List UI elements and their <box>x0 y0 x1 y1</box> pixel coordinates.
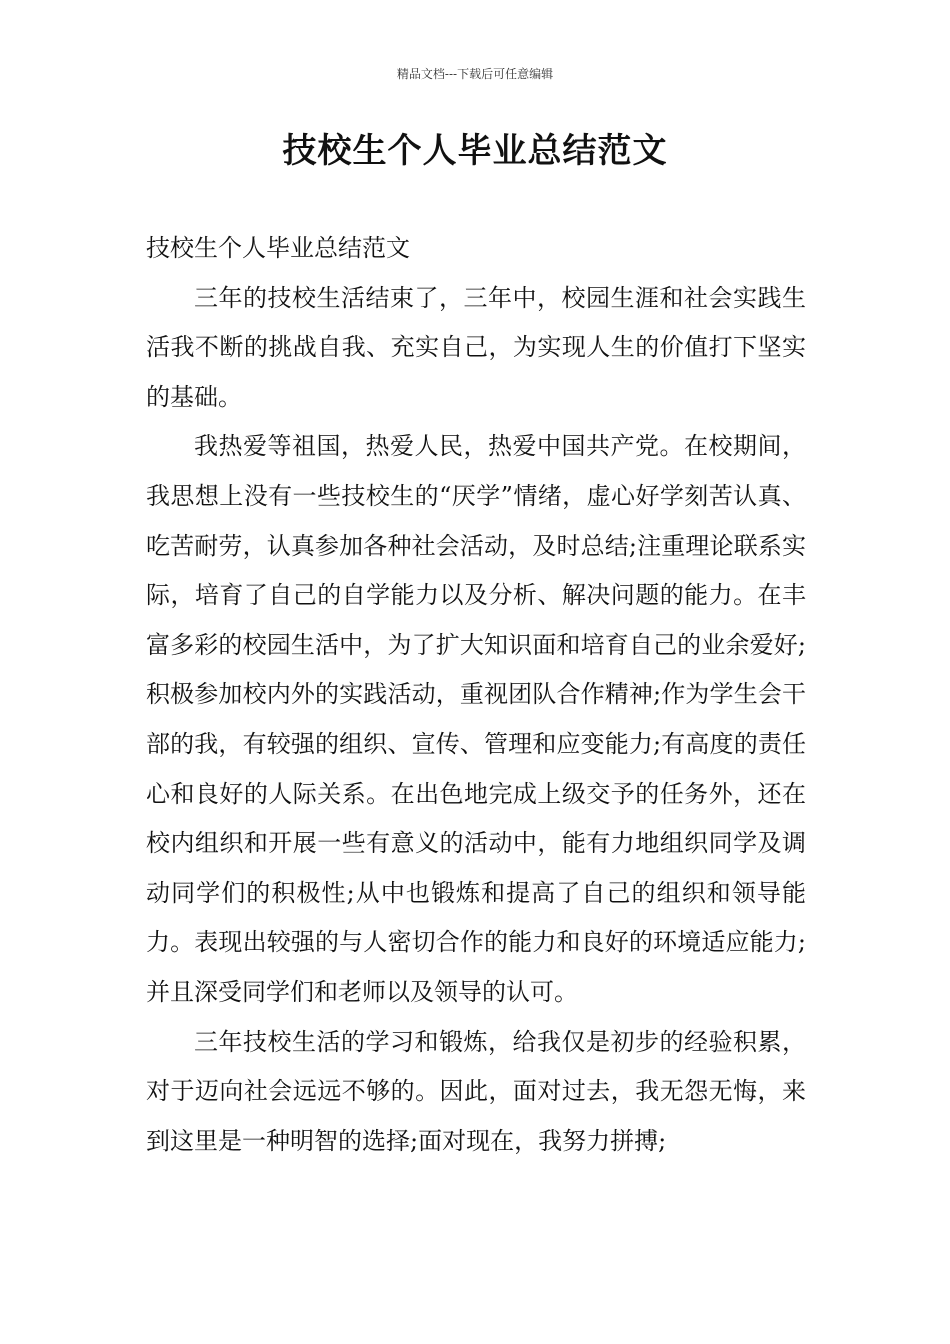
body-subtitle: 技校生个人毕业总结范文 <box>146 234 410 262</box>
body-paragraph-2: 我热爱等祖国，热爱人民，热爱中国共产党。在校期间，我思想上没有一些技校生的“厌学”情绪，虚心好学刻苦认真、吃苦耐劳，认真参加各种社会活动，及时总结;注重理论联系实际，培育了自己的自学能力以及分析、解决问题的能力。在丰富多彩的校园生活中，为了扩大知识面和培育自己的业余爱好;积极参加校内外的实践活动，重视团队合作精神;作为学生会干部的我，有较强的组织、宣传、管理和应变能力;有高度的责任心和良好的人际关系。在出色地完成上级交予的任务外，还在校内组织和开展一些有意义的活动中，能有力地组织同学及调动同学们的积极性;从中也锻炼和提高了自己的组织和领导能力。表现出较强的与人密切合作的能力和良好的环境适应能力;并且深受同学们和老师以及领导的认可。 <box>146 432 806 1006</box>
body-paragraph-3: 三年技校生活的学习和锻炼，给我仅是初步的经验积累，对于迈向社会远远不够的。因此，面对过去，我无怨无悔，来到这里是一种明智的选择;面对现在，我努力拼搏; <box>146 1027 806 1155</box>
header-note: 精品文档---下载后可任意编辑 <box>396 67 554 81</box>
document-title: 技校生个人毕业总结范文 <box>282 131 668 171</box>
body-paragraph-1: 三年的技校生活结束了，三年中，校园生涯和社会实践生活我不断的挑战自我、充实自己，为实现人生的价值打下坚实的基础。 <box>146 283 806 411</box>
document-body <box>146 224 806 1166</box>
